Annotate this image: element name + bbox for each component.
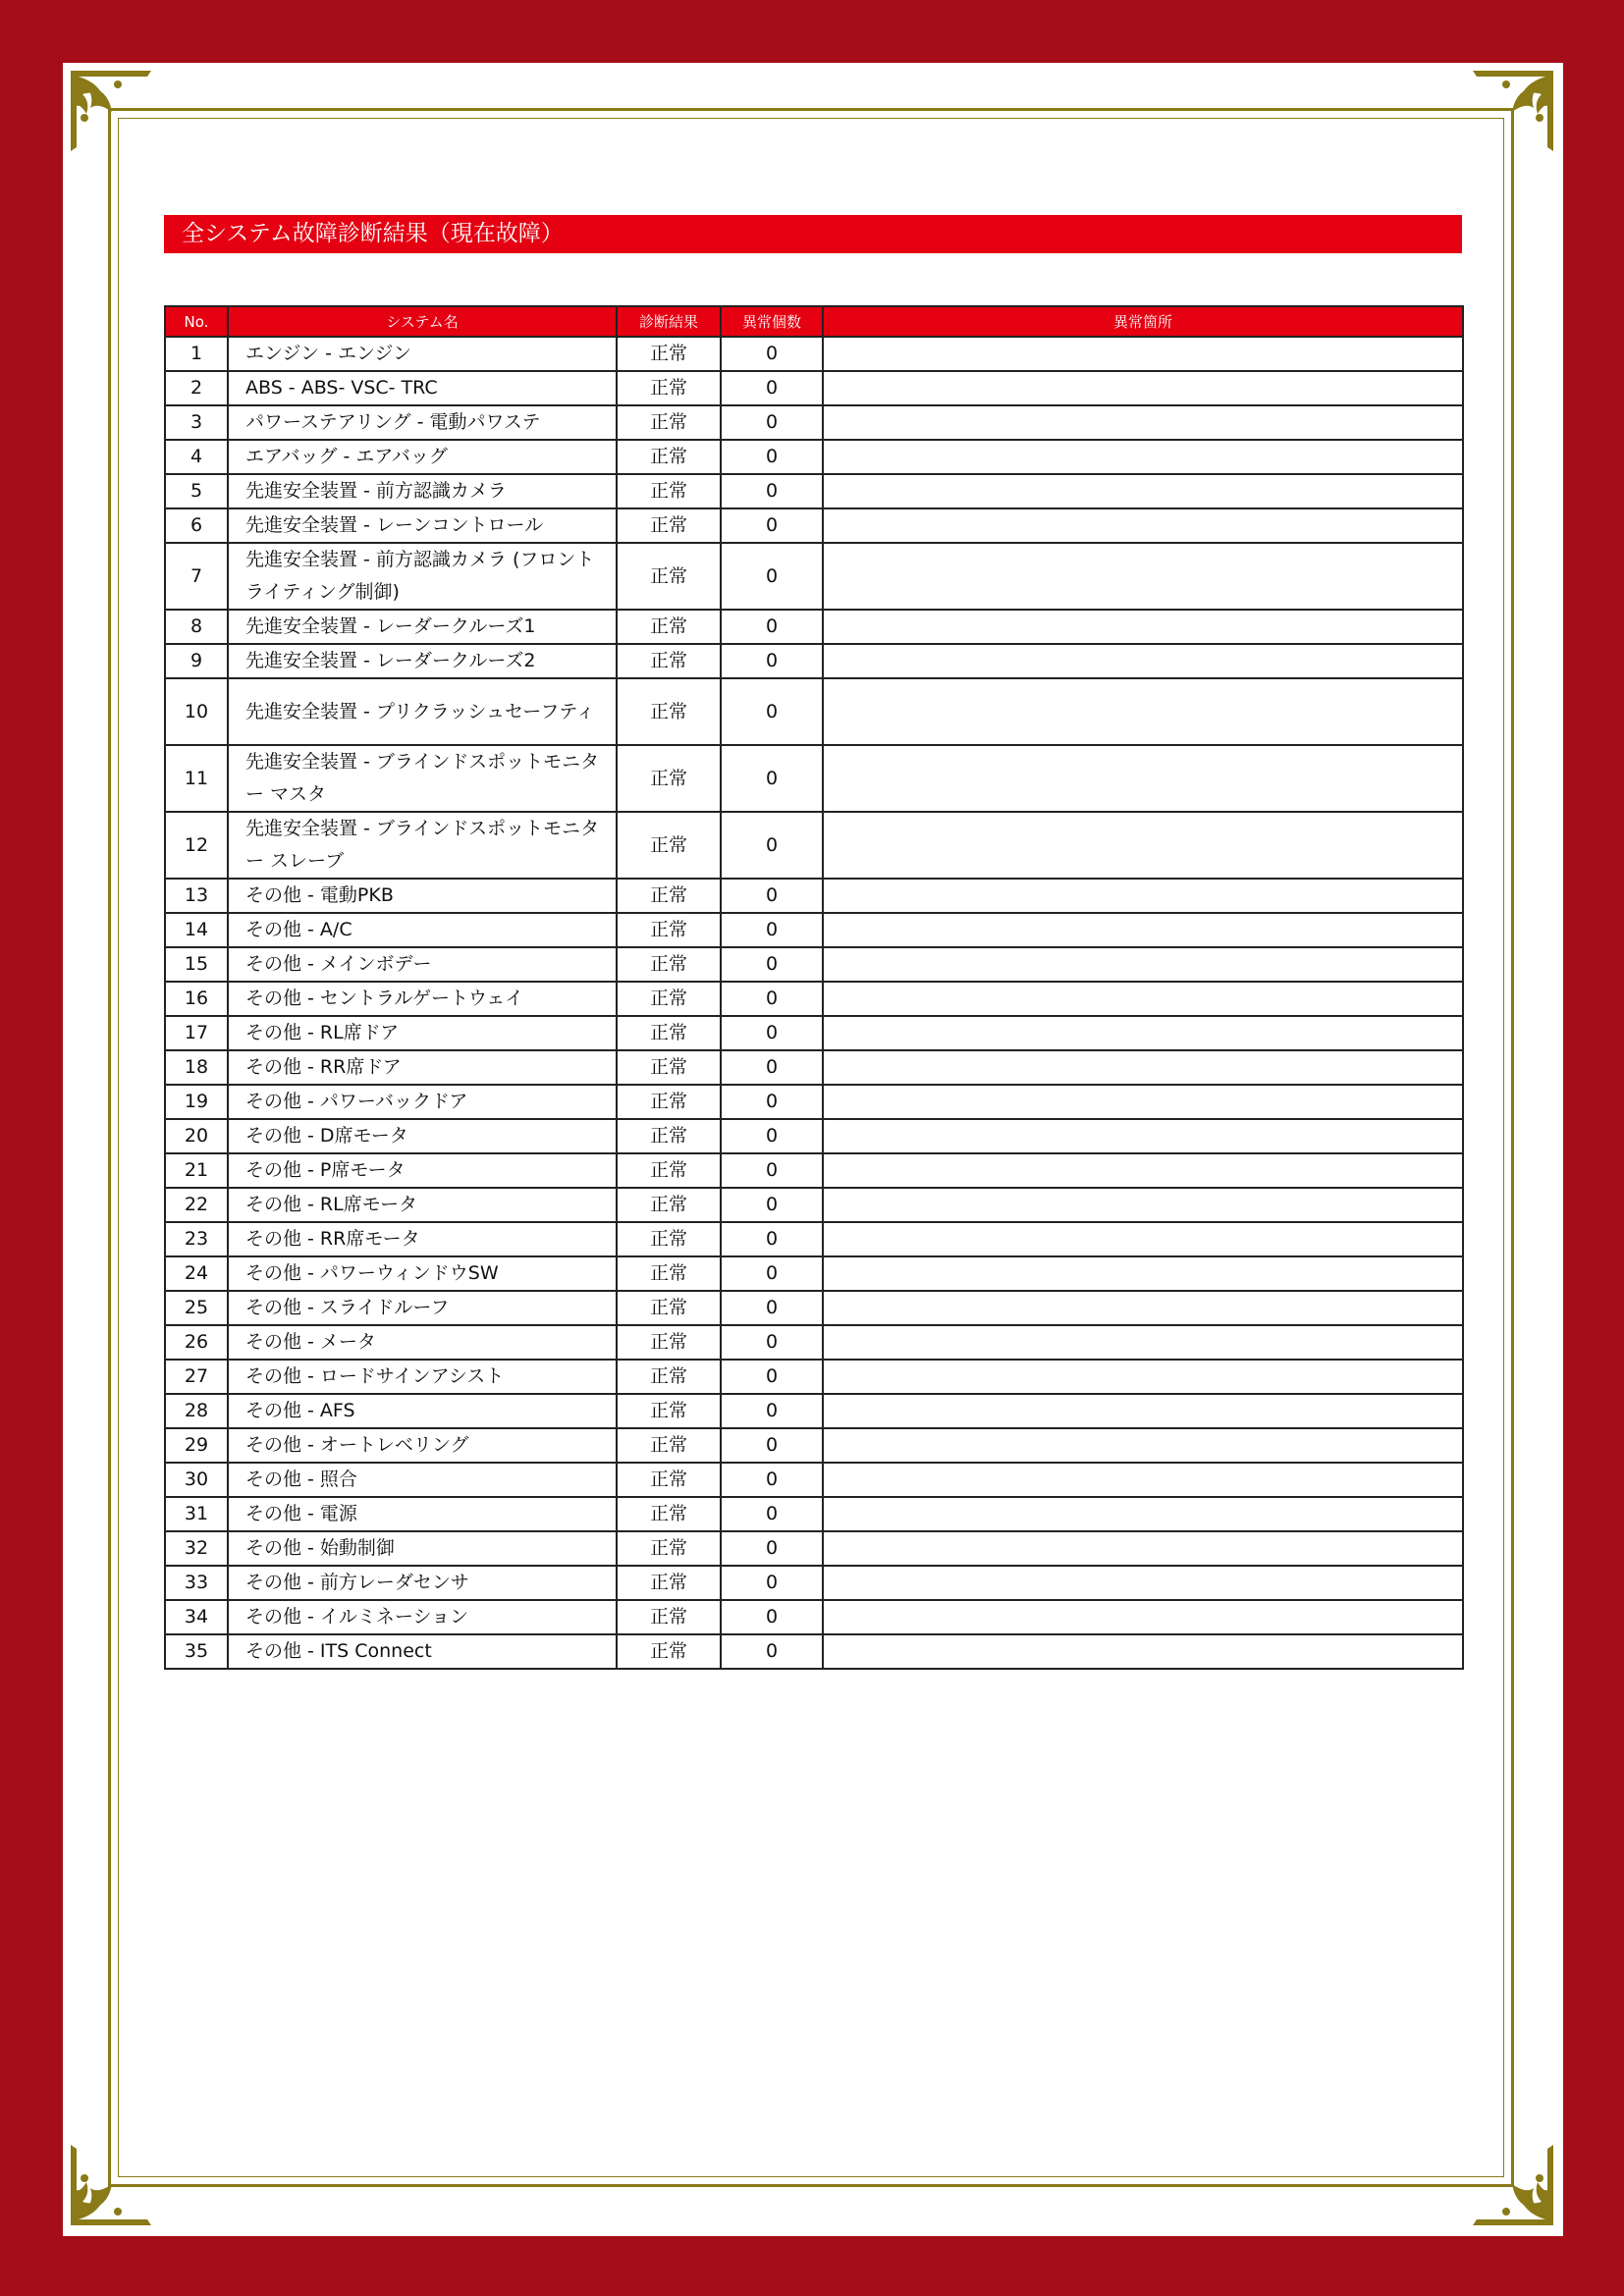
row-count-cell: 0 [721,508,823,543]
row-system-name-cell: パワーステアリング - 電動パワステ [228,405,617,440]
row-location-cell [823,1291,1463,1325]
row-system-name-cell: その他 - AFS [228,1394,617,1428]
row-no-cell: 4 [165,440,228,474]
row-system-name-cell: その他 - 照合 [228,1463,617,1497]
table-row [165,543,1463,610]
table-row [165,1634,1463,1669]
row-system-name-cell: 先進安全装置 - レーダークルーズ1 [228,610,617,644]
row-location-cell [823,1360,1463,1394]
row-result-cell: 正常 [617,947,721,982]
row-no-cell: 5 [165,474,228,508]
row-result-cell: 正常 [617,508,721,543]
table-row [165,812,1463,879]
row-count-cell: 0 [721,1566,823,1600]
row-no-cell: 21 [165,1153,228,1188]
table-row [165,678,1463,745]
table-row [165,982,1463,1016]
row-count-cell: 0 [721,474,823,508]
row-location-cell [823,982,1463,1016]
row-location-cell [823,1256,1463,1291]
table-row [165,1085,1463,1119]
row-system-name-cell: その他 - RL席ドア [228,1016,617,1050]
row-location-cell [823,1497,1463,1531]
row-system-name-cell: その他 - RR席ドア [228,1050,617,1085]
row-result-cell: 正常 [617,1428,721,1463]
row-location-cell [823,1531,1463,1566]
row-system-name-cell: その他 - オートレベリング [228,1428,617,1463]
row-no-cell: 35 [165,1634,228,1669]
table-row [165,1291,1463,1325]
row-result-cell: 正常 [617,405,721,440]
table-row [165,371,1463,405]
table-body [165,337,1463,1669]
row-count-cell: 0 [721,1463,823,1497]
table-row [165,1360,1463,1394]
row-result-cell: 正常 [617,879,721,913]
row-system-name-cell: その他 - スライドルーフ [228,1291,617,1325]
row-location-cell [823,1050,1463,1085]
row-location-cell [823,644,1463,678]
row-no-cell: 32 [165,1531,228,1566]
row-count-cell: 0 [721,1188,823,1222]
row-no-cell: 3 [165,405,228,440]
row-count-cell: 0 [721,1291,823,1325]
row-count-cell: 0 [721,879,823,913]
row-no-cell: 14 [165,913,228,947]
row-no-cell: 33 [165,1566,228,1600]
row-no-cell: 27 [165,1360,228,1394]
row-no-cell: 25 [165,1291,228,1325]
header-diagnosis-result: 診断結果 [617,306,721,337]
row-location-cell [823,1634,1463,1669]
row-system-name-cell: その他 - RR席モータ [228,1222,617,1256]
row-result-cell: 正常 [617,1050,721,1085]
row-location-cell [823,913,1463,947]
row-location-cell [823,405,1463,440]
row-location-cell [823,1463,1463,1497]
table-row [165,1428,1463,1463]
row-result-cell: 正常 [617,1016,721,1050]
row-count-cell: 0 [721,1119,823,1153]
row-location-cell [823,337,1463,371]
table-row [165,1188,1463,1222]
row-location-cell [823,879,1463,913]
row-location-cell [823,440,1463,474]
table-row [165,1531,1463,1566]
row-count-cell: 0 [721,1428,823,1463]
table-row [165,1153,1463,1188]
row-location-cell [823,745,1463,812]
row-count-cell: 0 [721,440,823,474]
row-location-cell [823,812,1463,879]
row-system-name-cell: 先進安全装置 - ブラインドスポットモニター マスタ [228,745,617,812]
row-count-cell: 0 [721,1325,823,1360]
row-result-cell: 正常 [617,678,721,745]
row-system-name-cell: その他 - ロードサインアシスト [228,1360,617,1394]
table-row [165,610,1463,644]
header-fault-count: 異常個数 [721,306,823,337]
table-row [165,1566,1463,1600]
table-row [165,1119,1463,1153]
row-system-name-cell: その他 - 電動PKB [228,879,617,913]
table-row [165,405,1463,440]
row-system-name-cell: 先進安全装置 - レーダークルーズ2 [228,644,617,678]
row-system-name-cell: その他 - メインボデー [228,947,617,982]
row-location-cell [823,1566,1463,1600]
row-count-cell: 0 [721,982,823,1016]
row-system-name-cell: 先進安全装置 - プリクラッシュセーフティ [228,678,617,745]
row-no-cell: 18 [165,1050,228,1085]
row-location-cell [823,610,1463,644]
row-result-cell: 正常 [617,1291,721,1325]
row-no-cell: 23 [165,1222,228,1256]
header-fault-location: 異常箇所 [823,306,1463,337]
row-system-name-cell: 先進安全装置 - 前方認識カメラ [228,474,617,508]
row-no-cell: 6 [165,508,228,543]
row-result-cell: 正常 [617,1497,721,1531]
row-result-cell: 正常 [617,1188,721,1222]
row-no-cell: 17 [165,1016,228,1050]
row-location-cell [823,474,1463,508]
row-result-cell: 正常 [617,543,721,610]
row-system-name-cell: ABS - ABS- VSC- TRC [228,371,617,405]
row-result-cell: 正常 [617,474,721,508]
row-result-cell: 正常 [617,1634,721,1669]
corner-ornament-bottom-left-icon [69,2143,153,2227]
row-count-cell: 0 [721,1222,823,1256]
row-count-cell: 0 [721,913,823,947]
row-result-cell: 正常 [617,610,721,644]
row-no-cell: 10 [165,678,228,745]
row-system-name-cell: その他 - RL席モータ [228,1188,617,1222]
row-result-cell: 正常 [617,1463,721,1497]
row-no-cell: 11 [165,745,228,812]
row-count-cell: 0 [721,1394,823,1428]
row-count-cell: 0 [721,1634,823,1669]
row-result-cell: 正常 [617,1119,721,1153]
row-result-cell: 正常 [617,1531,721,1566]
table-row [165,947,1463,982]
row-location-cell [823,1016,1463,1050]
table-row [165,440,1463,474]
table-row [165,1256,1463,1291]
row-count-cell: 0 [721,947,823,982]
row-no-cell: 24 [165,1256,228,1291]
row-count-cell: 0 [721,1016,823,1050]
row-system-name-cell: その他 - メータ [228,1325,617,1360]
row-count-cell: 0 [721,745,823,812]
row-result-cell: 正常 [617,1256,721,1291]
row-no-cell: 31 [165,1497,228,1531]
table-row [165,1050,1463,1085]
row-count-cell: 0 [721,1256,823,1291]
diagnosis-table [164,305,1464,1670]
row-no-cell: 29 [165,1428,228,1463]
row-no-cell: 8 [165,610,228,644]
row-system-name-cell: その他 - 電源 [228,1497,617,1531]
table-row [165,474,1463,508]
row-no-cell: 13 [165,879,228,913]
corner-ornament-top-right-icon [1471,69,1555,153]
row-location-cell [823,1119,1463,1153]
row-no-cell: 2 [165,371,228,405]
row-location-cell [823,1394,1463,1428]
corner-ornament-bottom-right-icon [1471,2143,1555,2227]
row-count-cell: 0 [721,405,823,440]
row-location-cell [823,543,1463,610]
table-row [165,1463,1463,1497]
row-no-cell: 22 [165,1188,228,1222]
table-row [165,1016,1463,1050]
table-header-row [165,306,1463,337]
row-system-name-cell: その他 - P席モータ [228,1153,617,1188]
row-no-cell: 12 [165,812,228,879]
row-no-cell: 16 [165,982,228,1016]
table-row [165,879,1463,913]
table-row [165,1600,1463,1634]
row-system-name-cell: その他 - イルミネーション [228,1600,617,1634]
row-result-cell: 正常 [617,644,721,678]
row-location-cell [823,1085,1463,1119]
row-no-cell: 9 [165,644,228,678]
row-count-cell: 0 [721,1531,823,1566]
row-result-cell: 正常 [617,337,721,371]
row-result-cell: 正常 [617,1566,721,1600]
table-row [165,508,1463,543]
row-count-cell: 0 [721,1497,823,1531]
row-result-cell: 正常 [617,440,721,474]
row-no-cell: 30 [165,1463,228,1497]
row-no-cell: 1 [165,337,228,371]
row-count-cell: 0 [721,1085,823,1119]
row-no-cell: 20 [165,1119,228,1153]
row-result-cell: 正常 [617,1360,721,1394]
page-title: 全システム故障診断結果（現在故障） [164,215,1462,253]
row-result-cell: 正常 [617,982,721,1016]
table-row [165,1394,1463,1428]
row-count-cell: 0 [721,1600,823,1634]
row-system-name-cell: その他 - パワーウィンドウSW [228,1256,617,1291]
row-no-cell: 28 [165,1394,228,1428]
row-no-cell: 34 [165,1600,228,1634]
row-system-name-cell: その他 - ITS Connect [228,1634,617,1669]
row-system-name-cell: 先進安全装置 - ブラインドスポットモニター スレーブ [228,812,617,879]
row-system-name-cell: その他 - A/C [228,913,617,947]
row-result-cell: 正常 [617,1600,721,1634]
table-row [165,913,1463,947]
row-result-cell: 正常 [617,1222,721,1256]
row-location-cell [823,1600,1463,1634]
row-count-cell: 0 [721,1050,823,1085]
row-result-cell: 正常 [617,913,721,947]
row-location-cell [823,1222,1463,1256]
row-location-cell [823,1428,1463,1463]
row-location-cell [823,678,1463,745]
row-system-name-cell: エアバッグ - エアバッグ [228,440,617,474]
row-result-cell: 正常 [617,1325,721,1360]
row-result-cell: 正常 [617,1085,721,1119]
row-count-cell: 0 [721,610,823,644]
header-system-name: システム名 [228,306,617,337]
row-location-cell [823,508,1463,543]
row-count-cell: 0 [721,678,823,745]
row-no-cell: 7 [165,543,228,610]
row-result-cell: 正常 [617,812,721,879]
row-location-cell [823,1325,1463,1360]
row-location-cell [823,371,1463,405]
row-count-cell: 0 [721,1153,823,1188]
row-result-cell: 正常 [617,1153,721,1188]
row-result-cell: 正常 [617,371,721,405]
row-no-cell: 19 [165,1085,228,1119]
row-no-cell: 26 [165,1325,228,1360]
row-location-cell [823,1153,1463,1188]
row-system-name-cell: 先進安全装置 - 前方認識カメラ (フロントライティング制御) [228,543,617,610]
row-no-cell: 15 [165,947,228,982]
header-no: No. [165,306,228,337]
row-system-name-cell: 先進安全装置 - レーンコントロール [228,508,617,543]
table-row [165,745,1463,812]
table-row [165,1497,1463,1531]
row-count-cell: 0 [721,543,823,610]
row-count-cell: 0 [721,337,823,371]
row-system-name-cell: エンジン - エンジン [228,337,617,371]
table-row [165,337,1463,371]
row-system-name-cell: その他 - D席モータ [228,1119,617,1153]
row-result-cell: 正常 [617,745,721,812]
row-location-cell [823,1188,1463,1222]
table-row [165,1222,1463,1256]
row-count-cell: 0 [721,1360,823,1394]
row-system-name-cell: その他 - 前方レーダセンサ [228,1566,617,1600]
row-result-cell: 正常 [617,1394,721,1428]
row-count-cell: 0 [721,812,823,879]
table-row [165,1325,1463,1360]
row-system-name-cell: その他 - パワーバックドア [228,1085,617,1119]
row-system-name-cell: その他 - セントラルゲートウェイ [228,982,617,1016]
table-row [165,644,1463,678]
corner-ornament-top-left-icon [69,69,153,153]
row-count-cell: 0 [721,371,823,405]
row-count-cell: 0 [721,644,823,678]
row-location-cell [823,947,1463,982]
row-system-name-cell: その他 - 始動制御 [228,1531,617,1566]
